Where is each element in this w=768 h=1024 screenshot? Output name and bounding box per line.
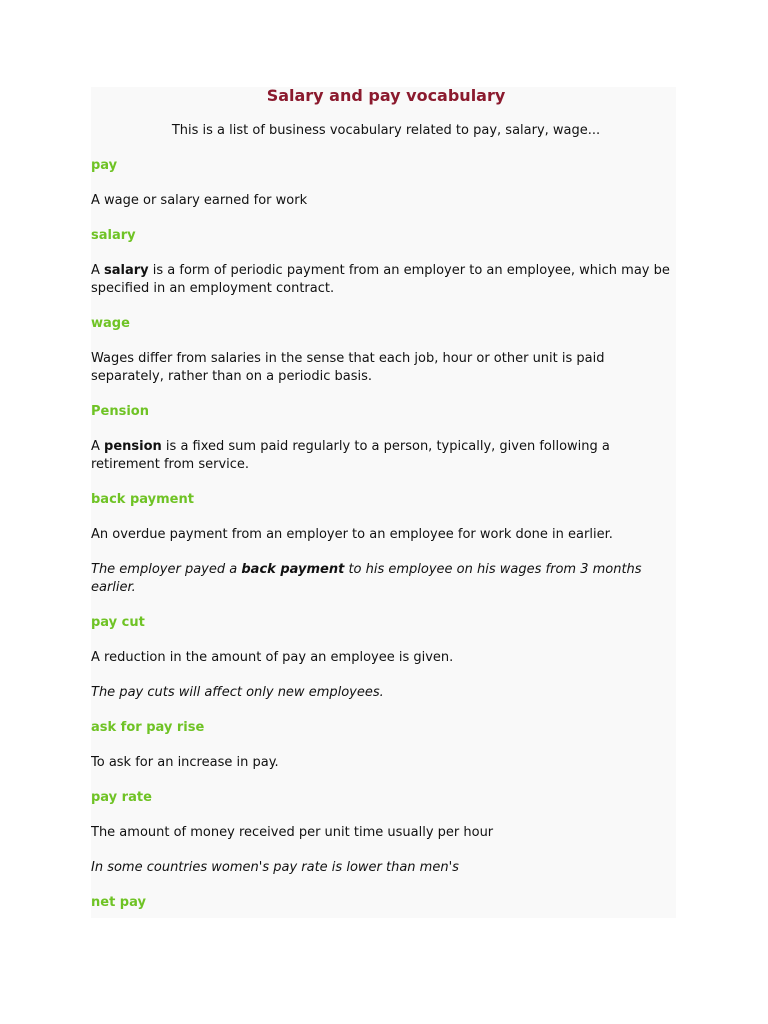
vocab-definition: [91, 350, 681, 386]
vocab-definition: [91, 526, 681, 544]
document-content: [91, 86, 681, 926]
vocab-definition: [91, 649, 681, 667]
vocab-term: salary: [91, 228, 136, 243]
text-run: In some countries women's pay rate is lower than men's: [91, 860, 459, 875]
vocab-term: pay rate: [91, 790, 152, 805]
vocab-term: Pension: [91, 404, 149, 419]
vocab-example: [91, 684, 681, 702]
page-title: Salary and pay vocabulary: [266, 86, 506, 105]
text-run: is a form of periodic payment from an employer to an employee, which may be specified in an employment contract.: [91, 263, 670, 296]
text-run: The amount of money received per unit time usually per hour: [91, 825, 494, 840]
text-run: The pay cuts will affect only new employees.: [91, 685, 384, 700]
text-run: to his employee on his wages from 3 months earlier.: [91, 562, 642, 595]
text-run: An overdue payment from an employer to an employee for work done in earlier.: [91, 527, 613, 542]
text-run: A wage or salary earned for work: [91, 193, 308, 208]
vocab-definition: [91, 438, 681, 474]
text-run: Wages differ from salaries in the sense that each job, hour or other unit is paid separately, rather than on a periodic basis.: [91, 351, 605, 384]
bold-term: salary: [104, 263, 149, 278]
text-run: is a fixed sum paid regularly to a person, typically, given following a retirement from service.: [91, 439, 610, 472]
vocab-term: net pay: [91, 895, 146, 910]
text-run: A: [91, 439, 105, 454]
vocab-term: ask for pay rise: [91, 720, 205, 735]
intro-text: This is a list of business vocabulary related to pay, salary, wage...: [171, 123, 601, 138]
vocab-definition: [91, 754, 681, 772]
bold-term: pension: [104, 439, 162, 454]
vocab-term: back payment: [91, 492, 194, 507]
vocab-definition: [91, 192, 681, 210]
text-run: A reduction in the amount of pay an employee is given.: [91, 650, 454, 665]
bold-term: back payment: [241, 562, 345, 577]
vocab-term: pay cut: [91, 615, 145, 630]
vocab-example: [91, 859, 681, 877]
vocab-term: pay: [91, 158, 118, 173]
text-run: A: [91, 263, 105, 278]
text-run: The employer payed a: [91, 562, 242, 577]
vocabulary-list: [91, 157, 681, 912]
text-run: To ask for an increase in pay.: [91, 755, 279, 770]
vocab-definition: [91, 824, 681, 842]
vocab-definition: [91, 262, 681, 298]
vocab-term: wage: [91, 316, 130, 331]
vocab-example: [91, 561, 681, 597]
